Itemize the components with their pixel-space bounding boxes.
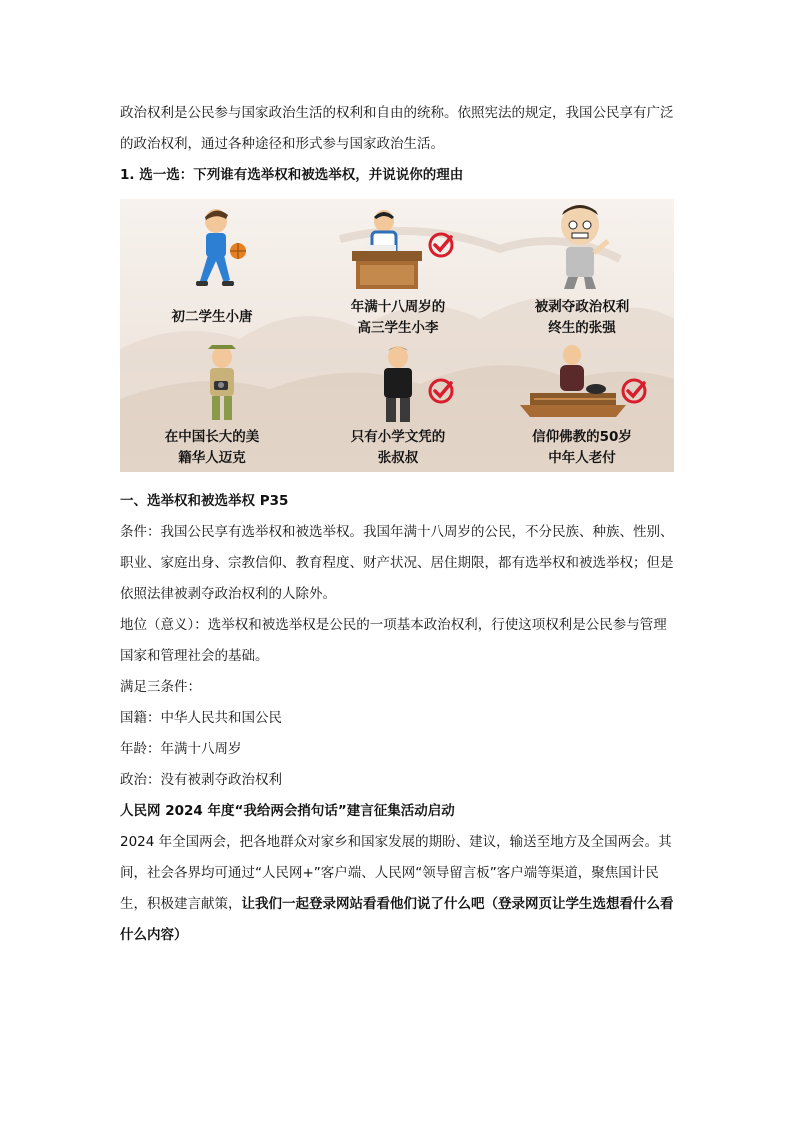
person-6-caption: 信仰佛教的50岁 中年人老付 <box>532 429 632 466</box>
person-cell-5 <box>306 335 490 471</box>
check-mark-icon <box>620 377 648 405</box>
basketball-boy-icon <box>186 205 250 293</box>
dizzy-man-icon <box>540 201 620 291</box>
photographer-icon <box>196 341 248 425</box>
old-man-icon <box>372 341 424 425</box>
person-4-caption: 在中国长大的美 籍华人迈克 <box>164 429 260 466</box>
conditions-paragraph: 条件：我国公民享有选举权和被选举权。我国年满十八周岁的公民，不分民族、种族、性别、职业、家庭出身、宗教信仰、教育程度、财产状况、居住期限，都有选举权和被选举权；但是依照法律被剥夺政治权利的人除外。 <box>120 524 674 602</box>
person-cell-2 <box>306 199 490 335</box>
check-mark-icon <box>427 231 455 259</box>
news-title: 人民网 2024 年度“我给两会捎句话”建言征集活动启动 <box>120 803 455 819</box>
question-1: 1. 选一选：下列谁有选举权和被选举权，并说说你的理由 <box>120 167 464 183</box>
politics-line: 政治：没有被剥夺政治权利 <box>120 772 282 788</box>
section-1-title: 一、选举权和被选举权 P35 <box>120 493 289 509</box>
voting-rights-illustration <box>120 199 674 472</box>
news-body-emphasis: 让我们一起登录网站看看他们说了什么吧（登录网页让学生选想看什么看什么内容） <box>120 896 674 943</box>
person-cell-6 <box>490 335 674 471</box>
nationality-line: 国籍：中华人民共和国公民 <box>120 710 282 726</box>
person-cell-3 <box>490 199 674 335</box>
person-5-caption: 只有小学文凭的 张叔叔 <box>350 429 446 466</box>
intro-paragraph: 政治权利是公民参与国家政治生活的权利和自由的统称。依照宪法的规定，我国公民享有广泛的政治权利，通过各种途径和形式参与国家政治生活。 <box>120 105 674 152</box>
person-cell-4 <box>120 335 304 471</box>
age-line: 年龄：年满十八周岁 <box>120 741 242 757</box>
three-conditions-label: 满足三条件： <box>120 679 201 695</box>
person-1-caption: 初二学生小唐 <box>171 309 253 325</box>
meditating-man-icon <box>520 341 630 425</box>
news-body <box>120 827 680 951</box>
document-body <box>120 98 680 951</box>
student-at-desk-icon <box>346 207 436 291</box>
person-2-caption: 年满十八周岁的 高三学生小李 <box>350 299 446 336</box>
news-body-text: 2024 年全国两会，把各地群众对家乡和国家发展的期盼、建议，输送至地方及全国两会。其间，社会各界均可通过“人民网+”客户端、人民网“领导留言板”客户端等渠道，聚焦国计民生，积极建言献策， <box>120 834 672 912</box>
person-cell-1 <box>120 199 304 335</box>
check-mark-icon <box>427 377 455 405</box>
person-3-caption: 被剥夺政治权利 终生的张强 <box>534 299 630 336</box>
status-paragraph: 地位（意义）：选举权和被选举权是公民的一项基本政治权利，行使这项权利是公民参与管理国家和管理社会的基础。 <box>120 617 667 664</box>
